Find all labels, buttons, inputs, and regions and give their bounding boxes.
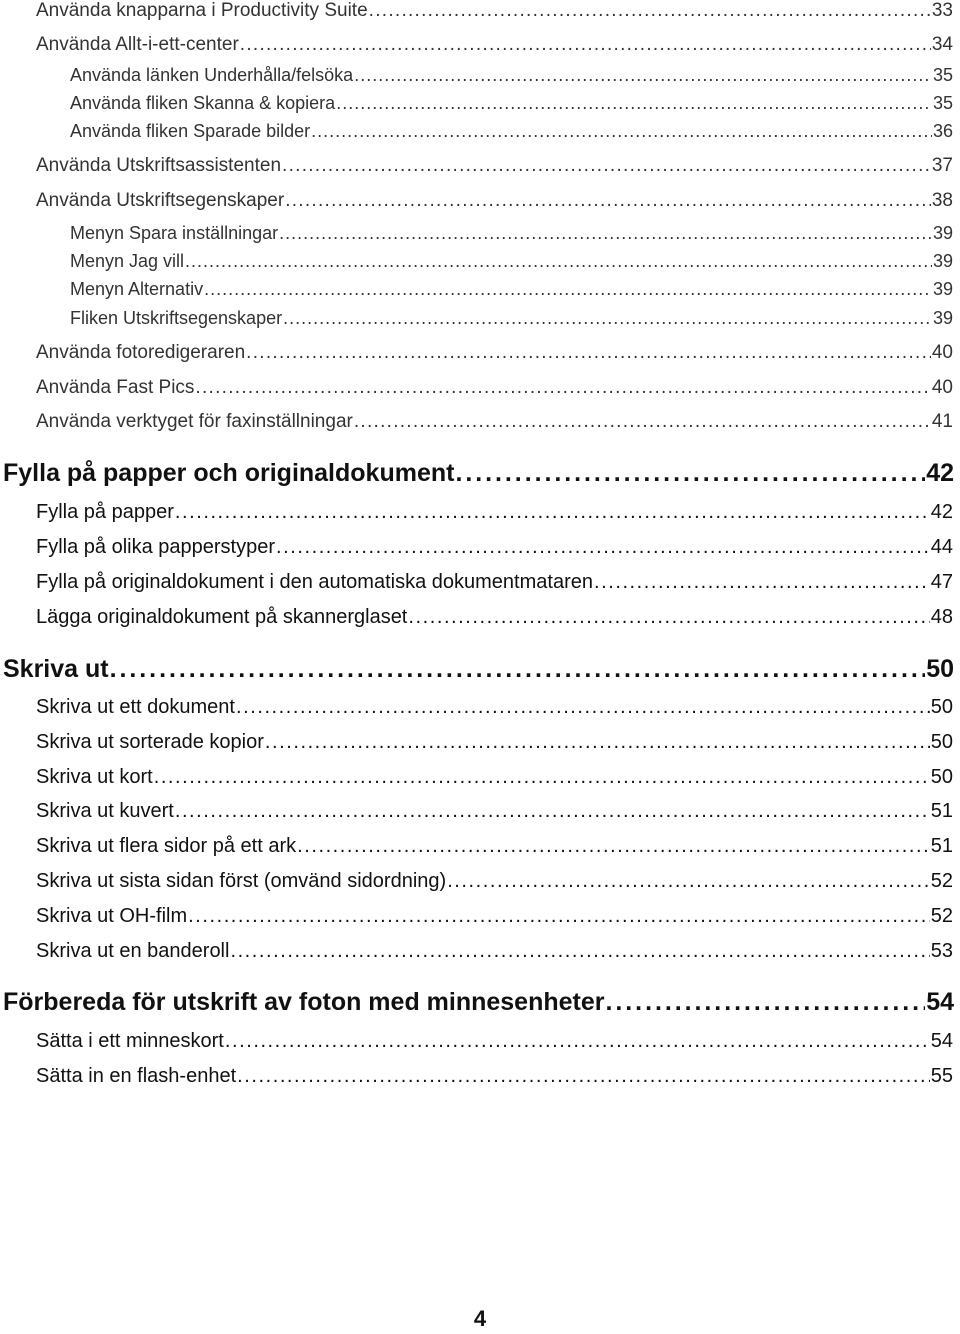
toc-entry[interactable] <box>36 766 953 789</box>
toc-entry-title: Menyn Jag vill <box>70 251 185 271</box>
toc-entry-title: Sätta in en flash-enhet <box>36 1065 237 1087</box>
toc-entry-page: 41 <box>931 411 953 432</box>
toc-entry-title: Använda Fast Pics <box>36 377 195 398</box>
dot-leader <box>195 377 930 399</box>
toc-entry[interactable] <box>70 251 953 272</box>
toc-entry-title: Lägga originaldokument på skannerglaset <box>36 606 408 628</box>
toc-entry-page: 42 <box>926 459 954 487</box>
toc-entry-page: 52 <box>930 905 953 927</box>
toc-entry-title: Sätta i ett minneskort <box>36 1030 224 1052</box>
toc-entry-page: 33 <box>931 0 953 21</box>
toc-entry-title: Använda länken Underhålla/felsöka <box>70 65 354 85</box>
toc-entry[interactable] <box>36 501 953 524</box>
toc-entry[interactable] <box>36 0 953 22</box>
toc-entry[interactable] <box>36 571 953 594</box>
dot-leader <box>279 223 932 244</box>
toc-entry-title: Skriva ut kort <box>36 766 153 788</box>
toc-entry[interactable] <box>70 308 953 329</box>
dot-leader <box>311 121 932 142</box>
toc-entry-title: Skriva ut ett dokument <box>36 696 235 718</box>
dot-leader <box>204 279 932 300</box>
toc-entry-page: 39 <box>932 223 953 243</box>
dot-leader <box>265 731 930 754</box>
toc-entry-page: 35 <box>932 65 953 85</box>
toc-entry-title: Skriva ut flera sidor på ett ark <box>36 835 297 857</box>
dot-leader <box>297 835 930 858</box>
toc-entry[interactable] <box>36 536 953 559</box>
dot-leader <box>354 411 931 433</box>
dot-leader <box>230 940 929 963</box>
dot-leader <box>237 1065 930 1088</box>
toc-entry[interactable] <box>36 905 953 928</box>
toc-entry[interactable] <box>36 34 953 56</box>
toc-entry[interactable] <box>36 870 953 893</box>
dot-leader <box>240 34 931 56</box>
toc-entry-page: 50 <box>930 731 953 753</box>
toc-entry[interactable] <box>70 223 953 244</box>
dot-leader <box>408 606 929 629</box>
toc-entry[interactable] <box>36 1030 953 1053</box>
toc-chapter[interactable] <box>3 459 954 488</box>
toc-entry-page: 39 <box>932 308 953 328</box>
toc-entry-page: 40 <box>931 342 953 363</box>
toc-entry-page: 48 <box>930 606 953 628</box>
toc-entry-title: Skriva ut sista sidan först (omvänd sidordning) <box>36 870 447 892</box>
toc-entry[interactable] <box>70 93 953 114</box>
toc-entry[interactable] <box>36 1065 953 1088</box>
dot-leader <box>455 459 925 488</box>
dot-leader <box>447 870 930 893</box>
toc-entry-title: Fylla på originaldokument i den automatiska dokumentmataren <box>36 571 593 593</box>
toc-entry[interactable] <box>70 279 953 300</box>
toc-entry-page: 35 <box>932 93 953 113</box>
toc-entry[interactable] <box>36 342 953 364</box>
dot-leader <box>336 93 932 114</box>
toc-entry[interactable] <box>36 606 953 629</box>
toc-entry[interactable] <box>36 411 953 433</box>
toc-entry-title: Fliken Utskriftsegenskaper <box>70 308 283 328</box>
toc-entry-title: Skriva ut sorterade kopior <box>36 731 264 753</box>
dot-leader <box>276 536 930 559</box>
toc-entry-page: 53 <box>930 940 953 962</box>
toc-entry-page: 42 <box>930 501 953 523</box>
toc-entry-title: Skriva ut OH-film <box>36 905 188 927</box>
toc-entry-title: Skriva ut <box>3 655 109 683</box>
toc-entry-page: 51 <box>930 835 953 857</box>
dot-leader <box>285 190 931 212</box>
toc-entry-page: 38 <box>931 190 953 211</box>
toc-entry[interactable] <box>70 65 953 86</box>
toc-entry-title: Menyn Spara inställningar <box>70 223 279 243</box>
toc-entry-page: 40 <box>931 377 953 398</box>
dot-leader <box>175 800 930 823</box>
toc-entry-title: Fylla på olika papperstyper <box>36 536 276 558</box>
dot-leader <box>369 0 931 22</box>
toc-chapter[interactable] <box>3 988 954 1017</box>
toc-entry-title: Fylla på papper och originaldokument <box>3 459 455 487</box>
dot-leader <box>236 696 930 719</box>
toc-entry-page: 50 <box>926 655 954 683</box>
toc-entry-title: Använda fliken Skanna & kopiera <box>70 93 336 113</box>
toc-entry-page: 50 <box>930 766 953 788</box>
toc-entry-page: 54 <box>930 1030 953 1052</box>
dot-leader <box>110 655 926 684</box>
toc-entry[interactable] <box>36 155 953 177</box>
dot-leader <box>154 766 930 789</box>
dot-leader <box>175 501 930 524</box>
toc-entry-title: Använda fotoredigeraren <box>36 342 246 363</box>
toc-entry[interactable] <box>36 377 953 399</box>
toc-entry[interactable] <box>36 731 953 754</box>
toc-entry-page: 47 <box>930 571 953 593</box>
toc-entry-page: 39 <box>932 251 953 271</box>
toc-entry-title: Skriva ut en banderoll <box>36 940 230 962</box>
dot-leader <box>185 251 932 272</box>
toc-entry-page: 44 <box>930 536 953 558</box>
toc-entry[interactable] <box>36 696 953 719</box>
toc-entry[interactable] <box>36 835 953 858</box>
dot-leader <box>225 1030 930 1053</box>
toc-entry-page: 50 <box>930 696 953 718</box>
toc-entry-title: Använda fliken Sparade bilder <box>70 121 311 141</box>
toc-entry[interactable] <box>36 940 953 963</box>
toc-entry-title: Använda knapparna i Productivity Suite <box>36 0 368 21</box>
toc-entry[interactable] <box>36 190 953 212</box>
page-number: 4 <box>473 1306 487 1331</box>
toc-chapter[interactable] <box>3 655 954 684</box>
toc-entry-title: Menyn Alternativ <box>70 279 204 299</box>
dot-leader <box>283 308 932 329</box>
toc-entry[interactable] <box>36 800 953 823</box>
dot-leader <box>282 155 931 177</box>
toc-entry-title: Skriva ut kuvert <box>36 800 174 822</box>
toc-entry-page: 52 <box>930 870 953 892</box>
toc-entry-page: 34 <box>931 34 953 55</box>
toc-entry-page: 37 <box>931 155 953 176</box>
toc-entry-title: Använda Allt-i-ett-center <box>36 34 239 55</box>
toc-entry-title: Förbereda för utskrift av foton med minnesenheter <box>3 988 605 1016</box>
toc-entry-title: Använda Utskriftsassistenten <box>36 155 282 176</box>
toc-entry-page: 36 <box>932 121 953 141</box>
toc-entry[interactable] <box>70 121 953 142</box>
toc-entry-title: Fylla på papper <box>36 501 174 523</box>
toc-entry-title: Använda Utskriftsegenskaper <box>36 190 285 211</box>
toc-entry-title: Använda verktyget för faxinställningar <box>36 411 353 432</box>
dot-leader <box>246 342 931 364</box>
dot-leader <box>606 988 926 1017</box>
dot-leader <box>188 905 930 928</box>
toc-entry-page: 39 <box>932 279 953 299</box>
toc-entry-page: 55 <box>930 1065 953 1087</box>
dot-leader <box>594 571 930 594</box>
toc-entry-page: 54 <box>926 988 954 1016</box>
dot-leader <box>354 65 932 86</box>
toc-entry-page: 51 <box>930 800 953 822</box>
